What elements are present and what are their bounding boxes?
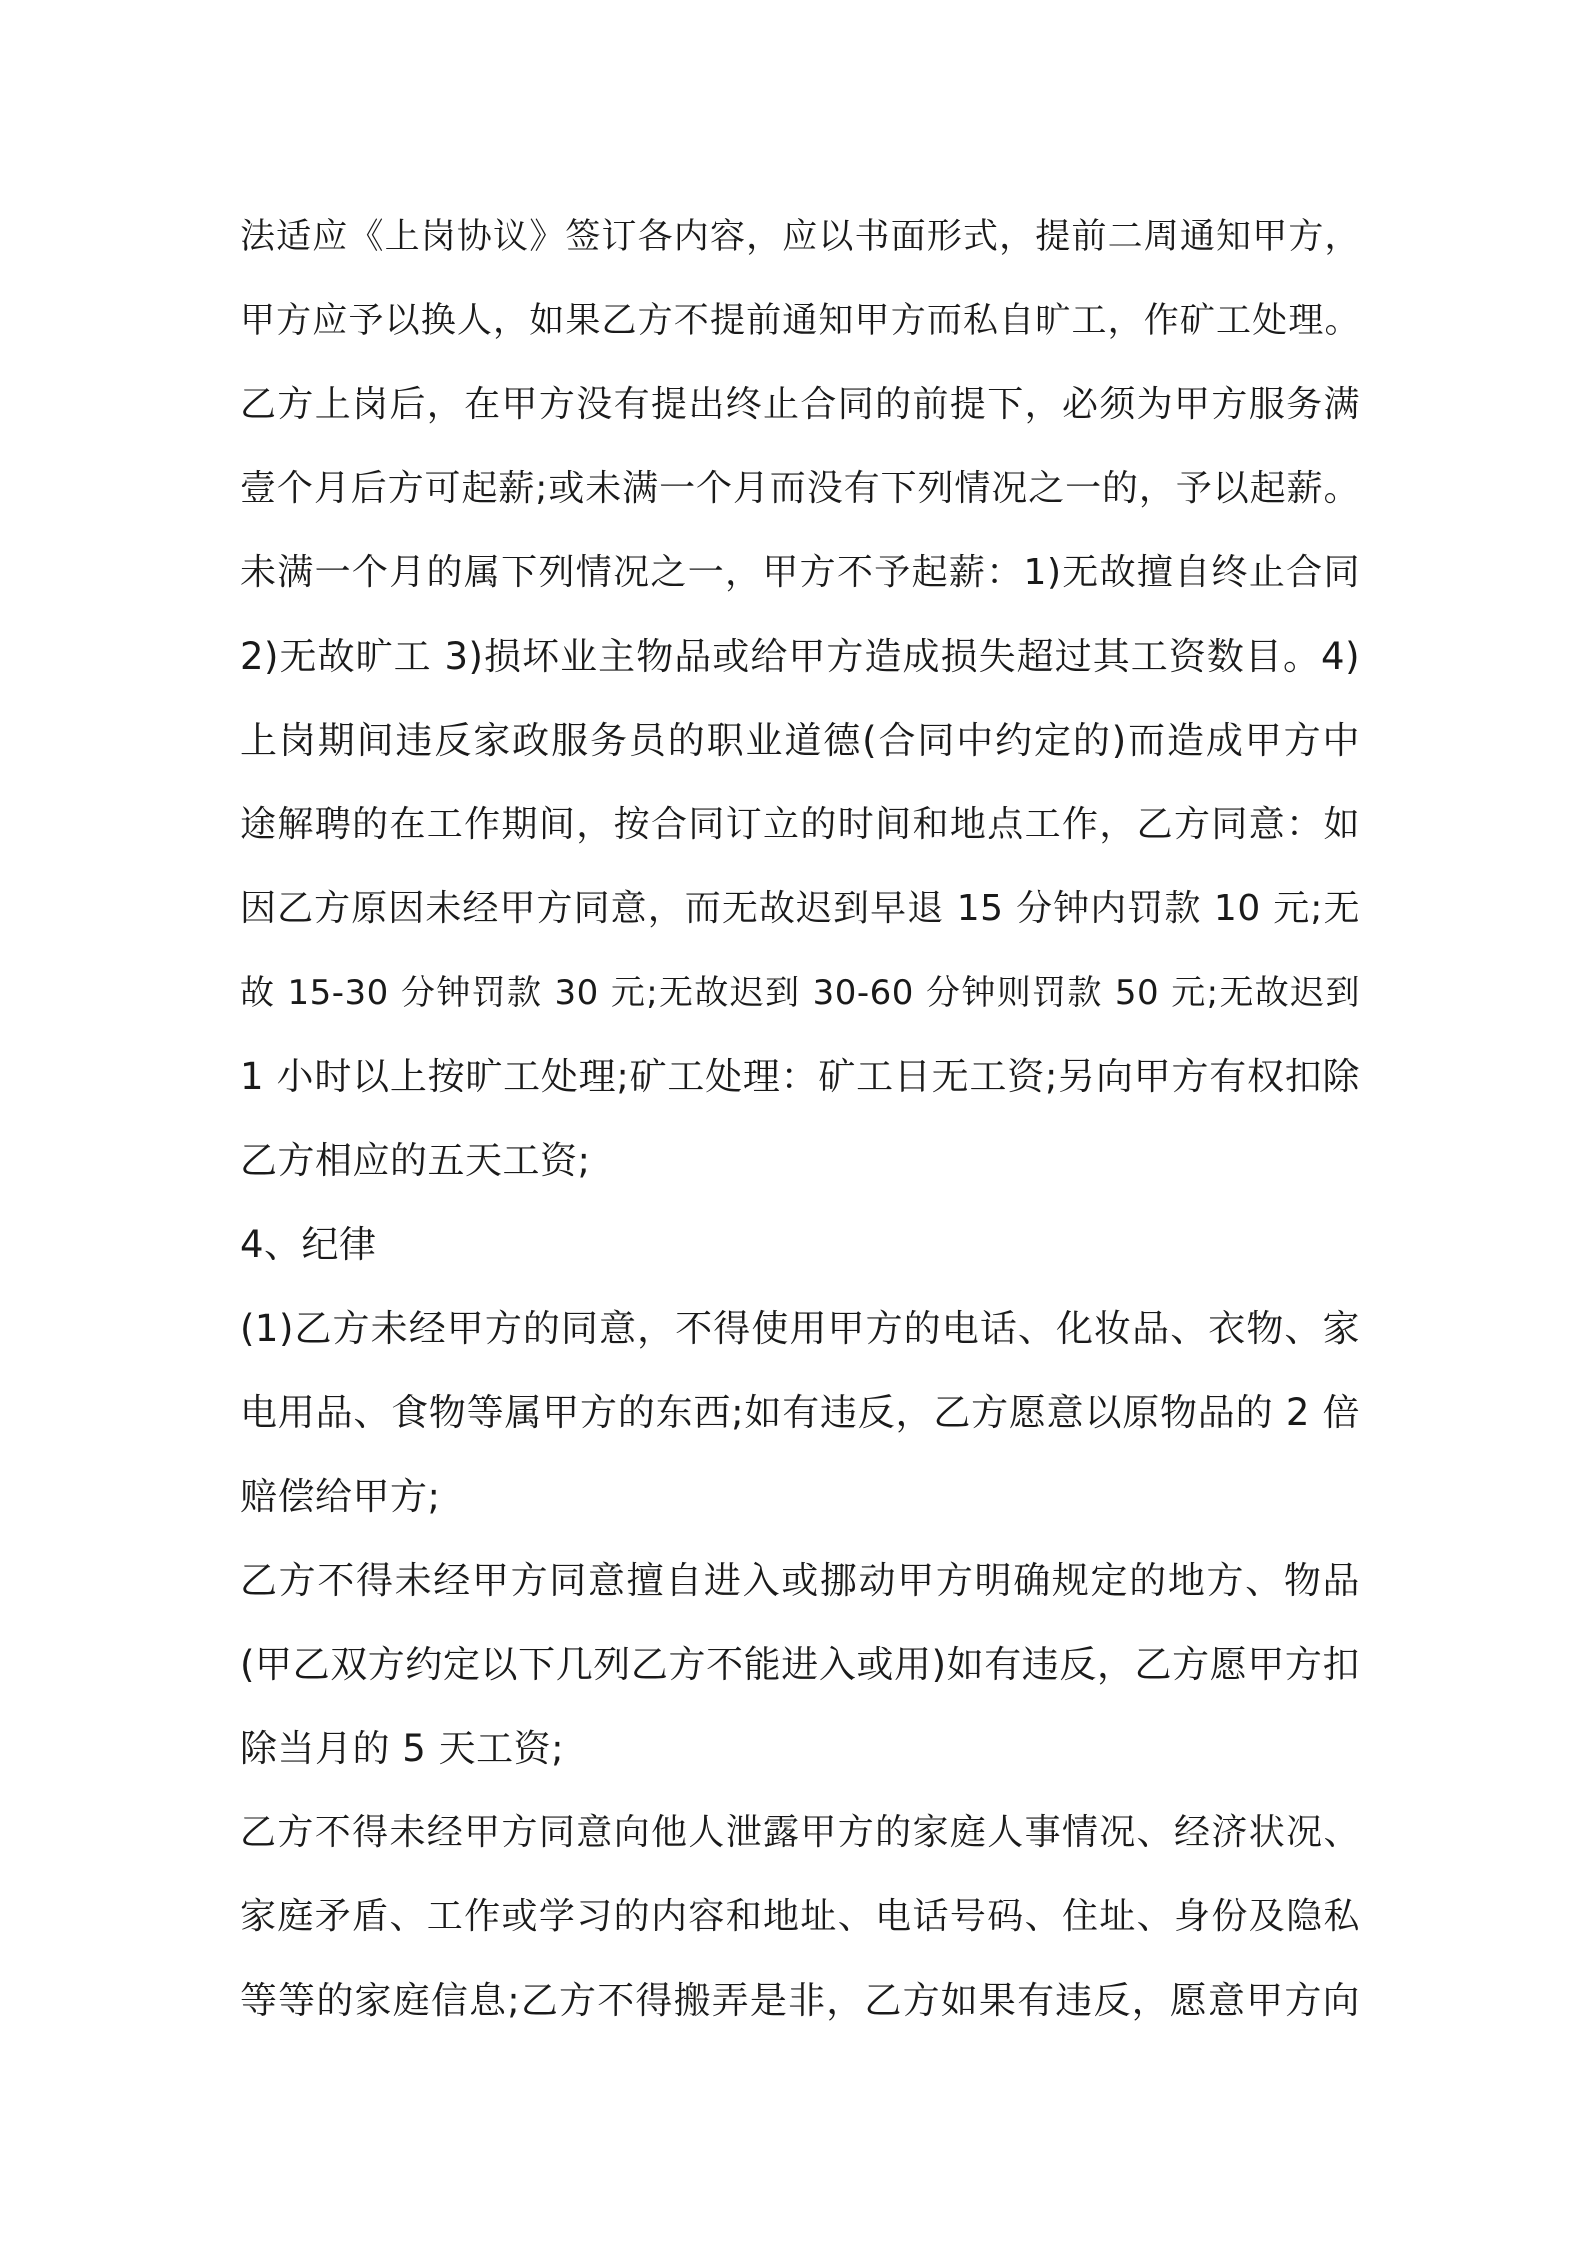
document-line: 未满一个月的属下列情况之一，甲方不予起薪：1)无故擅自终止合同 [240, 552, 1360, 593]
document-line: 甲方应予以换人，如果乙方不提前通知甲方而私自旷工，作矿工处理。 [240, 301, 1360, 341]
document-line: (甲乙双方约定以下几列乙方不能进入或用)如有违反，乙方愿甲方扣 [240, 1643, 1360, 1686]
document-line: 乙方不得未经甲方同意擅自进入或挪动甲方明确规定的地方、物品 [240, 1559, 1360, 1602]
document-line: 途解聘的在工作期间，按合同订立的时间和地点工作，乙方同意：如 [240, 804, 1360, 845]
document-line: 4、纪律 [240, 1223, 377, 1266]
document-line: 乙方不得未经甲方同意向他人泄露甲方的家庭人事情况、经济状况、 [240, 1812, 1360, 1853]
document-line: 法适应《上岗协议》签订各内容，应以书面形式，提前二周通知甲方， [240, 217, 1360, 257]
document-line: 故 15-30 分钟罚款 30 元;无故迟到 30-60 分钟则罚款 50 元;无故迟到 [240, 973, 1360, 1013]
document-line: 赔偿给甲方; [240, 1475, 441, 1518]
document-line: 除当月的 5 天工资; [240, 1727, 565, 1770]
document-line: 上岗期间违反家政服务员的职业道德(合同中约定的)而造成甲方中 [240, 719, 1360, 762]
document-line: 乙方相应的五天工资; [240, 1139, 591, 1182]
document-line: 1 小时以上按旷工处理;矿工处理：矿工日无工资;另向甲方有权扣除 [240, 1055, 1360, 1098]
document-line: 家庭矛盾、工作或学习的内容和地址、电话号码、住址、身份及隐私 [240, 1896, 1360, 1937]
document-line: 电用品、食物等属甲方的东西;如有违反，乙方愿意以原物品的 2 倍 [240, 1391, 1360, 1434]
document-line: 乙方上岗后，在甲方没有提出终止合同的前提下，必须为甲方服务满 [240, 384, 1360, 425]
document-line: 2)无故旷工 3)损坏业主物品或给甲方造成损失超过其工资数目。4) [240, 635, 1360, 678]
document-body [240, 195, 1360, 2043]
document-line: (1)乙方未经甲方的同意，不得使用甲方的电话、化妆品、衣物、家 [240, 1307, 1360, 1350]
document-line: 因乙方原因未经甲方同意，而无故迟到早退 15 分钟内罚款 10 元;无 [240, 888, 1360, 929]
document-line: 壹个月后方可起薪;或未满一个月而没有下列情况之一的，予以起薪。 [240, 468, 1360, 509]
document-line: 等等的家庭信息;乙方不得搬弄是非，乙方如果有违反，愿意甲方向 [240, 1979, 1360, 2022]
